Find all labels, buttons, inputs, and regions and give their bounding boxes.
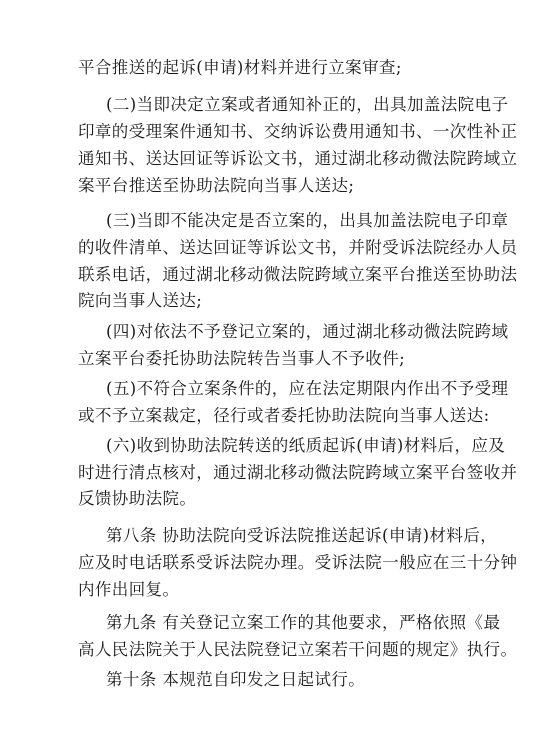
- text-line: (五)不符合立案条件的，应在法定期限内作出不予受理: [106, 379, 509, 398]
- text-line: 立案平台委托协助法院转告当事人不予收件;: [78, 349, 406, 368]
- text-line: 联系电话，通过湖北移动微法院跨域立案平台推送至协助法: [78, 265, 518, 284]
- text-line: 通知书、送达回证等诉讼文书，通过湖北移动微法院跨域立: [78, 149, 518, 168]
- text-line: 印章的受理案件通知书、交纳诉讼费用通知书、一次性补正: [78, 122, 518, 141]
- text-line: 案平台推送至协助法院向当事人送达;: [78, 176, 355, 195]
- text-line: 应及时电话联系受诉法院办理。受诉法院一般应在三十分钟: [78, 553, 518, 572]
- text-line: 反馈协助法院。: [78, 489, 197, 508]
- text-line: 的收件清单、送达回证等诉讼文书，并附受诉法院经办人员: [78, 238, 518, 257]
- text-line: (二)当即决定立案或者通知补正的，出具加盖法院电子: [106, 95, 509, 114]
- text-line: (三)当即不能决定是否立案的，出具加盖法院电子印章: [106, 211, 509, 230]
- text-line: 院向当事人送达;: [78, 291, 203, 310]
- text-line: 平合推送的起诉(申请)材料并进行立案审查;: [78, 58, 402, 77]
- text-line: 或不予立案裁定，径行或者委托协助法院向当事人送达:: [78, 406, 490, 425]
- text-line: 第九条 有关登记立案工作的其他要求，严格依照《最: [106, 613, 501, 632]
- text-line: 高人民法院关于人民法院登记立案若干问题的规定》执行。: [78, 640, 518, 659]
- text-line: 时进行清点核对，通过湖北移动微法院跨域立案平台签收并: [78, 463, 518, 482]
- text-line: (六)收到协助法院转送的纸质起诉(申请)材料后，应及: [106, 436, 506, 455]
- text-line: (四)对依法不予登记立案的，通过湖北移动微法院跨域: [106, 322, 509, 341]
- text-line: 第八条 协助法院向受诉法院推送起诉(申请)材料后，: [106, 526, 498, 545]
- text-line: 内作出回复。: [78, 580, 180, 599]
- text-line: 第十条 本规范自印发之日起试行。: [106, 670, 366, 689]
